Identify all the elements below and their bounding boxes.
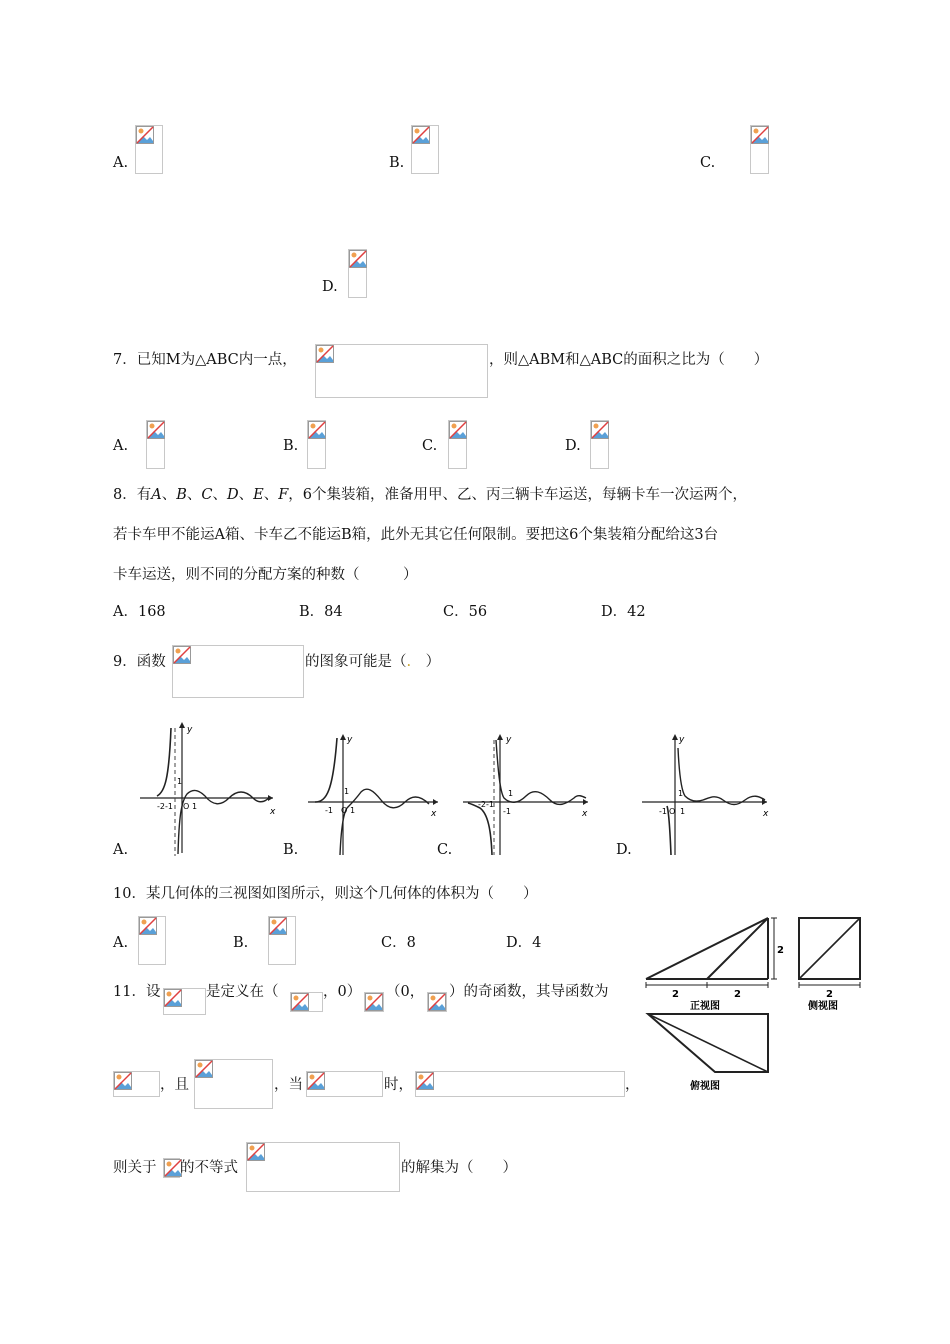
top-view (648, 1014, 768, 1092)
q10-option-c: C．8 (381, 935, 416, 951)
q8-option-c: C．56 (443, 604, 488, 620)
q8-prefix: 8．有 (113, 487, 152, 503)
broken-image-icon (751, 126, 769, 144)
broken-image-icon (307, 1072, 325, 1090)
q8-line-2: 若卡车甲不能运A箱、卡车乙不能运B箱，此外无其它任何限制。要把这6个集装箱分配给这3台 (113, 527, 719, 543)
q9-graph-d (637, 730, 777, 860)
three-view-figure (640, 912, 865, 1097)
q11-part-5: ）的奇函数，其导函数为 (449, 984, 609, 1000)
q7-stem-end: ，则△ABM和△ABC的面积之比为（ ） (489, 352, 769, 368)
broken-image-icon (147, 421, 165, 439)
q11-inequality-cond-image (415, 1071, 625, 1097)
broken-image-icon (173, 646, 191, 664)
q11-condition-image (194, 1059, 273, 1109)
tick-neg-labels: -2-1 (478, 800, 494, 809)
q11-pos-inf-image (427, 992, 447, 1012)
y-axis-label: y (679, 735, 685, 745)
q9-stem-start: 9．函数 (113, 654, 166, 670)
x-axis-label: x (763, 809, 769, 819)
tick-one-label: 1 (350, 806, 356, 815)
q10-option-a-image (138, 916, 166, 965)
q6-option-d-label: D. (322, 279, 338, 295)
q11-union-image (364, 992, 384, 1012)
q11-part-9: ， (625, 1077, 640, 1093)
q7-option-d-label: D. (565, 438, 581, 454)
box-letter-b: B (176, 487, 187, 503)
q9-stem-end-text: 的图象可能是（ (305, 654, 407, 670)
q11-derivative-image (113, 1071, 160, 1097)
q11-part-3: ，0） (323, 984, 362, 1000)
q9-graph-a (135, 718, 280, 858)
broken-image-icon (195, 1060, 213, 1078)
tick-one-label: 1 (192, 802, 198, 811)
front-view (646, 918, 784, 1012)
q7-option-a-label: A. (113, 438, 129, 454)
tick-neg-label: -1 (325, 806, 333, 815)
q9-option-d-label: D. (616, 842, 632, 858)
x-axis-label: x (270, 807, 276, 817)
broken-image-icon (591, 421, 609, 439)
broken-image-icon (269, 917, 287, 935)
origin-label: O (183, 802, 190, 811)
origin-label: O (669, 807, 676, 816)
x-axis-label: x (582, 809, 588, 819)
q11-part-7: ，当 (274, 1077, 303, 1093)
q10-option-a-label: A. (113, 935, 129, 951)
side-view-caption: 侧视图 (808, 1001, 838, 1012)
box-letter-d: D (226, 487, 239, 503)
box-letter-a: A (151, 487, 162, 503)
q6-option-a-image (135, 125, 163, 174)
q9-stem-close: ） (411, 654, 441, 670)
q11-x-var-image (163, 1158, 180, 1178)
broken-image-icon (164, 989, 182, 1007)
q7-option-d-image (590, 420, 609, 469)
broken-image-icon (365, 993, 383, 1011)
q11-neg-inf-image (290, 992, 323, 1012)
q6-option-b-image (411, 125, 439, 174)
tick-y-one-label: 1 (177, 777, 183, 786)
q6-option-c-image (750, 125, 769, 174)
y-axis-label: y (506, 735, 512, 745)
q9-option-b-label: B. (283, 842, 299, 858)
broken-image-icon (428, 993, 446, 1011)
broken-image-icon (416, 1072, 434, 1090)
q9-option-c-label: C. (437, 842, 453, 858)
broken-image-icon (412, 126, 430, 144)
q11-part-12: 的解集为（ ） (401, 1160, 517, 1176)
q7-formula-image (315, 344, 488, 398)
y-axis-label: y (347, 735, 353, 745)
q9-graph-c (458, 730, 598, 860)
q9-option-a-label: A. (113, 842, 129, 858)
q10-option-d: D．4 (506, 935, 542, 951)
q11-part-10: 则关于 (113, 1160, 157, 1176)
x-axis-label: x (431, 809, 437, 819)
q11-part-4: （0， (386, 984, 425, 1000)
box-letter-c: C (201, 487, 213, 503)
broken-image-icon (316, 345, 334, 363)
tick-neg-labels: -2-1 (157, 802, 173, 811)
broken-image-icon (136, 126, 154, 144)
q7-option-c-image (448, 420, 467, 469)
q7-option-b-label: B. (283, 438, 299, 454)
q10-stem: 10．某几何体的三视图如图所示，则这个几何体的体积为（ ） (113, 886, 538, 902)
side-dim-label: 2 (826, 989, 833, 1000)
side-view (799, 918, 860, 1012)
q11-part-1: 11．设 (113, 984, 161, 1000)
tick-y-one-label: 1 (678, 789, 684, 798)
q11-part-2: 是定义在（ (206, 984, 279, 1000)
q8-option-d: D．42 (601, 604, 646, 620)
box-letter-f: F (278, 487, 289, 503)
broken-image-icon (247, 1143, 265, 1161)
broken-image-icon (291, 993, 309, 1011)
y-axis-label: y (187, 725, 193, 735)
q9-function-image (172, 645, 304, 698)
tick-y-neg-label: -1 (503, 807, 511, 816)
q8-line1-suffix: ，6个集装箱，准备用甲、乙、丙三辆卡车运送，每辆卡车一次运两个， (288, 487, 748, 503)
q11-x-range-image (306, 1071, 383, 1097)
q6-option-a-label: A. (113, 155, 129, 171)
front-view-caption: 正视图 (690, 1001, 720, 1012)
q6-option-d-image (348, 249, 367, 298)
q11-fx-image (163, 988, 206, 1015)
front-dim-label-1: 2 (672, 989, 679, 1000)
front-dim-label-2: 2 (734, 989, 741, 1000)
q7-stem-start: 7．已知M为△ABC内一点， (113, 352, 297, 368)
tick-y-one-label: 1 (344, 787, 350, 796)
box-letter-e: E (253, 487, 264, 503)
q6-option-c-label: C. (700, 155, 716, 171)
origin-label: O (341, 806, 348, 815)
q8-line-1: 8．有A、B、C、D、E、F，6个集装箱，准备用甲、乙、丙三辆卡车运送，每辆卡车一次运两个， (113, 487, 748, 503)
q9-graph-b (303, 730, 448, 860)
q10-option-b-label: B. (233, 935, 249, 951)
q11-part-8: 时， (384, 1077, 413, 1093)
broken-image-icon (114, 1072, 132, 1090)
q7-option-b-image (307, 420, 326, 469)
front-height-label: 2 (777, 945, 784, 956)
q6-option-b-label: B. (389, 155, 405, 171)
broken-image-icon (139, 917, 157, 935)
q8-option-a: A．168 (113, 604, 166, 620)
broken-image-icon (349, 250, 367, 268)
q10-option-b-image (268, 916, 296, 965)
q11-target-inequality-image (246, 1142, 400, 1192)
q8-line-3: 卡车运送，则不同的分配方案的种数（ ） (113, 567, 418, 583)
q11-part-11: 的不等式 (180, 1160, 238, 1176)
broken-image-icon (449, 421, 467, 439)
tick-neg-label: -1 (659, 807, 667, 816)
q9-stem-end (305, 652, 440, 672)
tick-one-label: 1 (680, 807, 686, 816)
stray-dot: . (406, 654, 412, 670)
q8-option-b: B．84 (299, 604, 343, 620)
broken-image-icon (308, 421, 326, 439)
top-view-caption: 俯视图 (690, 1081, 720, 1092)
q7-option-a-image (146, 420, 165, 469)
q7-option-c-label: C. (422, 438, 438, 454)
tick-y-one-label: 1 (508, 789, 514, 798)
q11-part-6: ，且 (160, 1077, 189, 1093)
